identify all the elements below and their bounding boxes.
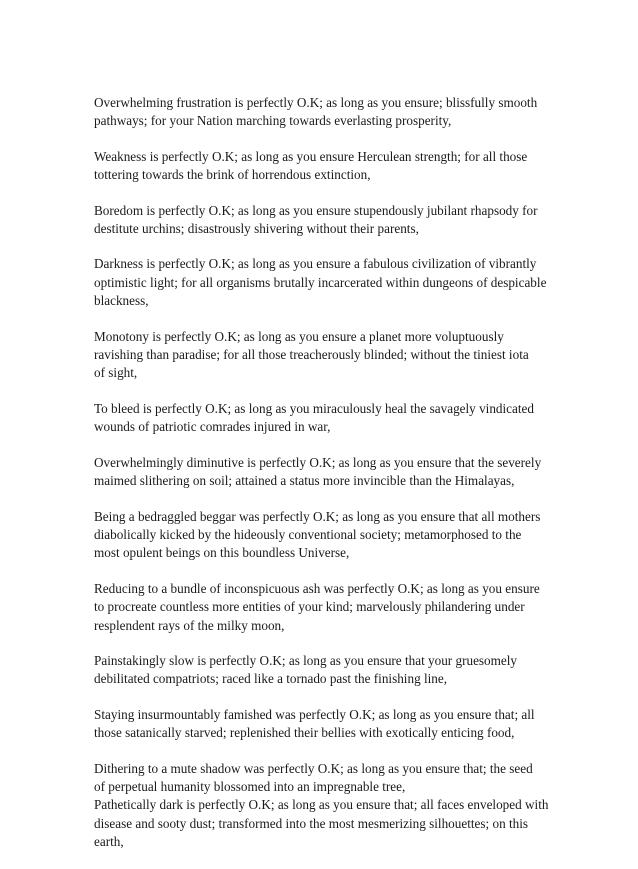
stanza-9 xyxy=(94,580,554,635)
poem-line: diabolically kicked by the hideously conventional society; metamorphosed to the xyxy=(94,526,522,542)
stanza-12 xyxy=(94,760,554,797)
poem-line: to procreate countless more entities of your kind; marvelously philandering under xyxy=(94,599,525,615)
poem-line: those satanically starved; replenished their bellies with exotically enticing food, xyxy=(94,725,515,741)
stanza-2 xyxy=(94,148,554,185)
poem-line: Pathetically dark is perfectly O.K; as long as you ensure that; all faces enveloped with xyxy=(94,797,549,813)
poem-line: Being a bedraggled beggar was perfectly O.K; as long as you ensure that all mothers xyxy=(94,508,541,524)
stanza-5 xyxy=(94,328,554,383)
poem-line: Overwhelmingly diminutive is perfectly O.K; as long as you ensure that the severely xyxy=(94,454,542,470)
poem-line: debilitated compatriots; raced like a tornado past the finishing line, xyxy=(94,671,448,687)
poem-line: Boredom is perfectly O.K; as long as you ensure stupendously jubilant rhapsody for xyxy=(94,202,538,218)
stanza-8 xyxy=(94,508,554,563)
poem-line: maimed slithering on soil; attained a status more invincible than the Himalayas, xyxy=(94,473,515,489)
poem-line: resplendent rays of the milky moon, xyxy=(94,617,285,633)
stanza-11 xyxy=(94,706,554,743)
poem-line: optimistic light; for all organisms brutally incarcerated within dungeons of despicable xyxy=(94,274,547,290)
poem-line: disease and sooty dust; transformed into the most mesmerizing silhouettes; on this xyxy=(94,815,529,831)
stanza-10 xyxy=(94,652,554,689)
poem-line: Overwhelming frustration is perfectly O.K; as long as you ensure; blissfully smooth xyxy=(94,95,538,110)
poem-line: pathways; for your Nation marching towards everlasting prosperity, xyxy=(94,113,452,129)
poem-line: wounds of patriotic comrades injured in war, xyxy=(94,419,331,435)
poem-line: Weakness is perfectly O.K; as long as you ensure Herculean strength; for all those xyxy=(94,148,528,164)
poem-line: most opulent beings on this boundless Universe, xyxy=(94,545,350,561)
poem-line: Painstakingly slow is perfectly O.K; as long as you ensure that your gruesomely xyxy=(94,652,518,668)
poem-line: earth, xyxy=(94,834,124,850)
poem-line: of perpetual humanity blossomed into an impregnable tree, xyxy=(94,778,406,794)
poem-line: ravishing than paradise; for all those treacherously blinded; without the tiniest iota xyxy=(94,347,529,363)
poem-line: of sight, xyxy=(94,365,138,381)
stanza-13 xyxy=(94,796,554,851)
poem-body xyxy=(94,94,554,869)
stanza-7 xyxy=(94,454,554,491)
stanza-1 xyxy=(94,94,554,131)
poem-line: Reducing to a bundle of inconspicuous ash was perfectly O.K; as long as you ensure xyxy=(94,580,540,596)
poem-line: Dithering to a mute shadow was perfectly O.K; as long as you ensure that; the seed xyxy=(94,760,533,776)
poem-line: Staying insurmountably famished was perfectly O.K; as long as you ensure that; all xyxy=(94,706,535,722)
poem-line: blackness, xyxy=(94,293,149,309)
stanza-6 xyxy=(94,400,554,437)
poem-line: destitute urchins; disastrously shivering without their parents, xyxy=(94,221,419,237)
stanza-3 xyxy=(94,202,554,239)
poem-line: Darkness is perfectly O.K; as long as you ensure a fabulous civilization of vibrantly xyxy=(94,256,537,272)
poem-line: Monotony is perfectly O.K; as long as you ensure a planet more voluptuously xyxy=(94,328,504,344)
poem-line: tottering towards the brink of horrendous extinction, xyxy=(94,167,371,183)
poem-line: To bleed is perfectly O.K; as long as you miraculously heal the savagely vindicated xyxy=(94,400,534,416)
stanza-4 xyxy=(94,255,554,310)
